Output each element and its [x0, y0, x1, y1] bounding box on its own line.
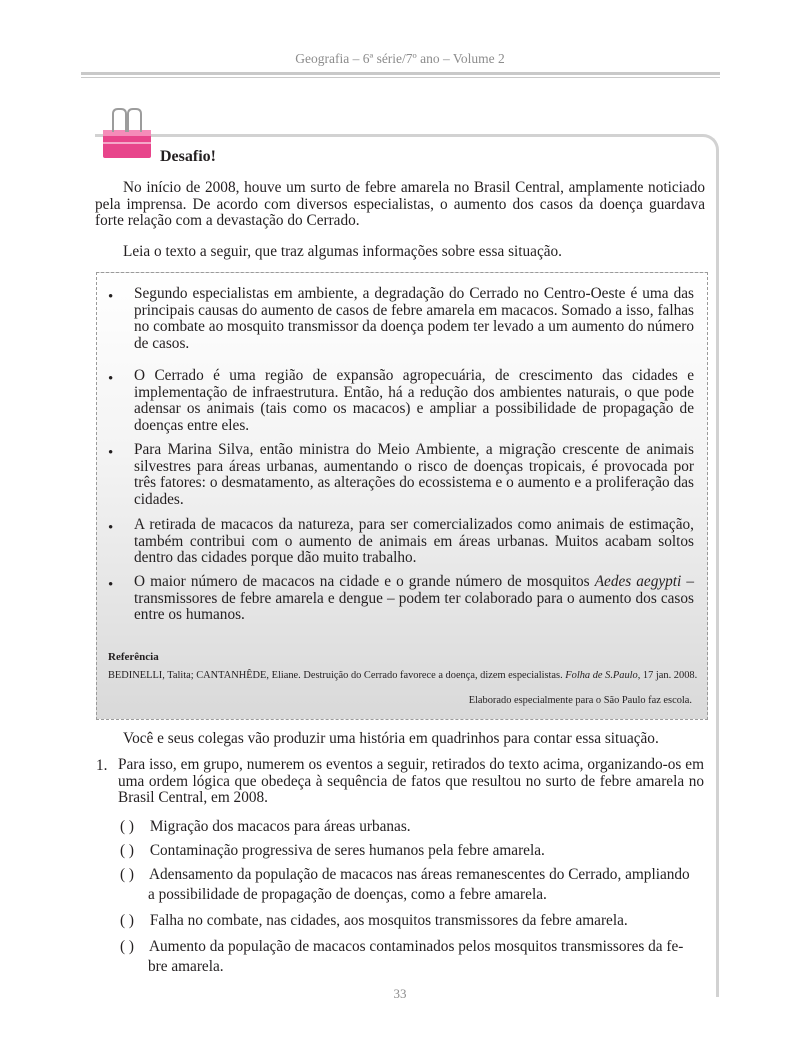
answer-blank[interactable]: ( )	[120, 912, 135, 929]
header-rule	[81, 72, 720, 75]
question-text: Para isso, em grupo, numerem os eventos a seguir, retirados do texto acima, organizando-os em uma ordem lógica que obedeça à sequência de fatos que resultou no surto de febre amarela no Brasil Central, em 2008.	[118, 756, 704, 806]
sequence-item: ( ) Contaminação progressiva de seres humanos pela febre amarela.	[120, 842, 545, 859]
sequence-item-continuation: a possibilidade de propagação de doenças, como a febre amarela.	[148, 886, 547, 903]
bullet-item: A retirada de macacos da natureza, para ser comercializados como animais de estimação, também contribui com o aumento de animais em áreas urbanas. Muitos acabam soltos dentro das cidades porque dão muito trabalho.	[134, 516, 694, 566]
intro-paragraph: No início de 2008, houve um surto de febre amarela no Brasil Central, amplamente noticiado pela imprensa. De acordo com diversos especialistas, o aumento dos casos da doença guardava forte relação com a devastação do Cerrado.	[95, 179, 705, 229]
bullet-dot: •	[108, 520, 114, 536]
header-rule-thin	[81, 77, 720, 78]
bullet-dot: •	[108, 289, 114, 305]
reference-title: Referência	[108, 651, 159, 663]
answer-blank[interactable]: ( )	[120, 842, 135, 859]
answer-blank[interactable]: ( )	[120, 818, 135, 835]
binder-clip-icon	[101, 108, 153, 160]
running-header: Geografia – 6ª série/7º ano – Volume 2	[295, 51, 505, 66]
bullet-dot: •	[108, 445, 114, 461]
bullet-item: O Cerrado é uma região de expansão agropecuária, de crescimento das cidades e implementação de infraestrutura. Então, há a redução dos ambientes naturais, o que pode adensar os animais (tais como os macacos) e ampliar a possibilidade de propagação de doenças entre eles.	[134, 367, 694, 434]
section-title: Desafio!	[160, 148, 216, 165]
question-number: 1.	[96, 757, 108, 774]
sequence-item: ( ) Adensamento da população de macacos nas áreas remanescentes do Cerrado, ampliando	[120, 866, 690, 883]
answer-blank[interactable]: ( )	[120, 866, 135, 883]
sequence-item-continuation: bre amarela.	[148, 958, 224, 975]
bullet-item: Segundo especialistas em ambiente, a degradação do Cerrado no Centro-Oeste é uma das principais causas do aumento de casos de febre amarela em macacos. Somado a isso, falhas no combate ao mosquito transmissor da doença podem ter levado a um aumento do número de casos.	[134, 285, 694, 352]
bullet-dot: •	[108, 577, 114, 593]
reference-note: Elaborado especialmente para o São Paulo faz escola.	[468, 695, 692, 706]
reference-text: BEDINELLI, Talita; CANTANHÊDE, Eliane. Destruição do Cerrado favorece a doença, dizem especialistas. Folha de S.Paulo, 17 jan. 2008.	[108, 670, 698, 681]
sequence-item: ( ) Migração dos macacos para áreas urbanas.	[120, 818, 411, 835]
activity-intro: Você e seus colegas vão produzir uma história em quadrinhos para contar essa situação.	[123, 730, 659, 747]
sequence-item: ( ) Falha no combate, nas cidades, aos mosquitos transmissores da febre amarela.	[120, 912, 628, 929]
sequence-item: ( ) Aumento da população de macacos contaminados pelos mosquitos transmissores da fe-	[120, 938, 684, 955]
intro-paragraph-2: Leia o texto a seguir, que traz algumas informações sobre essa situação.	[123, 243, 563, 260]
page-number: 33	[393, 986, 407, 1001]
bullet-item: Para Marina Silva, então ministra do Meio Ambiente, a migração crescente de animais silvestres para áreas urbanas, aumentando o risco de doenças tropicais, é provocada por três fatores: o desmatamento, as alterações do ecossistema e o aumento e a proliferação das cidades.	[134, 441, 694, 508]
bullet-dot: •	[108, 371, 114, 387]
answer-blank[interactable]: ( )	[120, 938, 135, 955]
bullet-item-aedes: O maior número de macacos na cidade e o grande número de mosquitos Aedes aegypti – transmissores de febre amarela e dengue – podem ter colaborado para o aumento dos casos entre os humanos.	[134, 573, 694, 623]
